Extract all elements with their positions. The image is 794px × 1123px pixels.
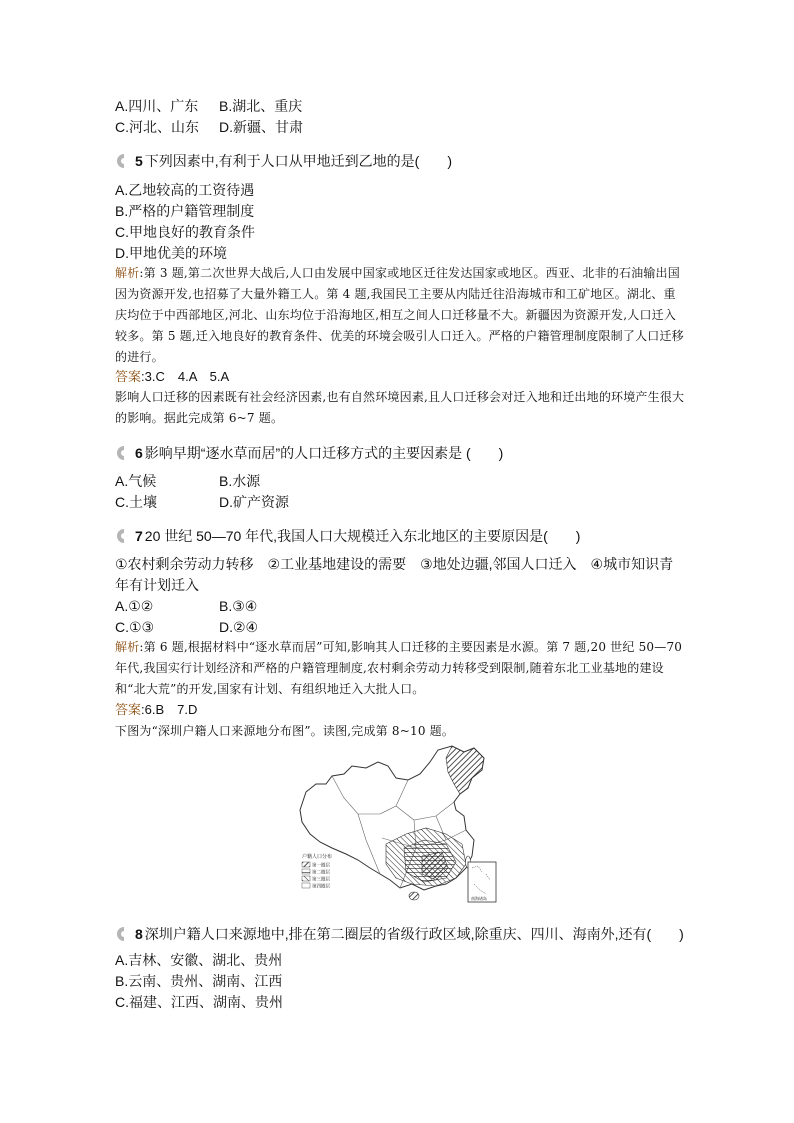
question-number: 8 [135,926,143,942]
question-stem: 下列因素中,有利于人口从甲地迁到乙地的是( ) [144,153,453,169]
q5-option-c: C.甲地良好的教育条件 [115,224,255,240]
question-number: 7 [135,528,143,544]
question-number: 6 [135,445,143,461]
legend-swatch-3 [302,876,310,881]
explanation-1 [115,263,685,368]
shenzhen-population-source-map [296,744,500,904]
question-stem: 深圳户籍人口来源地中,排在第二圈层的省级行政区域,除重庆、四川、海南外,还有( ) [144,926,684,942]
inset-label: 南海诸岛 [471,896,487,901]
legend-title: 户籍人口分布 [302,854,333,860]
south-china-sea-inset [468,862,496,902]
explanation-2 [115,637,685,700]
legend-item-1: 第一圈层 [312,863,330,869]
hainan-island [409,892,419,900]
explanation-label: 解析 [115,266,140,280]
legend-swatch-2 [302,869,310,874]
q7-statements-line1: ①农村剩余劳动力转移 ②工业基地建设的需要 ③地处边疆,邻国人口迁入 ④城市知识青 [115,556,674,572]
q8-option-b: B.云南、贵州、湖南、江西 [115,973,283,989]
q4-option-c: C.河北、山东 [115,119,199,135]
q6-option-a: A.气候 [115,473,157,489]
answer-1 [115,367,229,387]
q8-option-c: C.福建、江西、湖南、贵州 [115,994,283,1010]
q5-option-a: A.乙地较高的工资待遇 [115,182,255,198]
q6-option-b: B.水源 [219,473,261,489]
q5-option-b: B.严格的户籍管理制度 [115,203,255,219]
q4-option-b: B.湖北、重庆 [219,98,303,114]
q8-option-a: A.吉林、安徽、湖北、贵州 [115,952,283,968]
legend-swatch-4 [302,883,310,888]
q7-option-a: A.①② [115,598,154,614]
q4-option-d: D.新疆、甘肃 [219,119,303,135]
legend-swatch-1 [302,862,310,867]
q7-statements-line2: 年有计划迁入 [115,577,199,593]
question-number: 5 [135,153,143,169]
question-6 [115,443,503,463]
question-stem: 20 世纪 50—70 年代,我国人口大规模迁入东北地区的主要原因是( ) [144,528,581,544]
legend-item-3: 第三圈层 [312,877,330,883]
explanation-text: :第 6 题,根据材料中“逐水草而居”可知,影响其人口迁移的主要因素是水源。第 7 题,20 世纪 50—70 年代,我国实行计划经济和严格的户籍管理制度,农村剩余劳动力转移受到限制,随着东北工业基地的建设和“北大荒”的开发,国家有计划、有组织地迁入大批人口。 [115,640,683,696]
question-marker-icon [115,445,133,461]
q7-option-b: B.③④ [219,598,258,614]
question-marker-icon [115,926,133,942]
q5-option-d: D.甲地优美的环境 [115,245,227,261]
question-8 [115,924,684,944]
map-legend [302,853,332,890]
legend-item-2: 第二圈层 [312,870,330,876]
question-7 [115,526,580,546]
intro-6-7: 影响人口迁移的因素既有社会经济因素,也有自然环境因素,且人口迁移会对迁入地和迁出地的环境产生很大的影响。据此完成第 6~7 题。 [115,390,685,425]
explanation-label: 解析 [115,640,140,654]
question-marker-icon [115,153,133,169]
question-stem: 影响早期“逐水草而居”的人口迁移方式的主要因素是 ( ) [144,445,504,461]
answer-text: :3.C 4.A 5.A [141,369,230,384]
legend-item-4: 第四圈层 [312,884,330,890]
q4-option-a: A.四川、广东 [115,98,199,114]
q7-option-c: C.①③ [115,619,155,635]
answer-text: :6.B 7.D [141,702,198,717]
q7-option-d: D.②④ [219,619,259,635]
answer-label: 答案 [115,702,142,717]
question-marker-icon [115,528,133,544]
question-5 [115,151,452,171]
intro-8-10: 下图为“深圳户籍人口来源地分布图”。读图,完成第 8~10 题。 [115,724,455,738]
answer-label: 答案 [115,369,142,384]
explanation-text: :第 3 题,第二次世界大战后,人口由发展中国家或地区迁往发达国家或地区。西亚、北非的石油输出国因为资源开发,也招募了大量外籍工人。第 4 题,我国民工主要从内陆迁往沿海城市和工矿地区。湖北、重庆均位于中西部地区,河北、山东均位于沿海地区,相互之间人口迁移量不大。新疆因为资源开发,人口迁入较多。第 5 题,迁入地良好的教育条件、优美的环境会吸引人口迁入。严格的户籍管理制度限制了人口迁移的进行。 [115,266,684,364]
answer-2 [115,700,197,720]
q6-option-d: D.矿产资源 [219,494,289,510]
q6-option-c: C.土壤 [115,494,157,510]
